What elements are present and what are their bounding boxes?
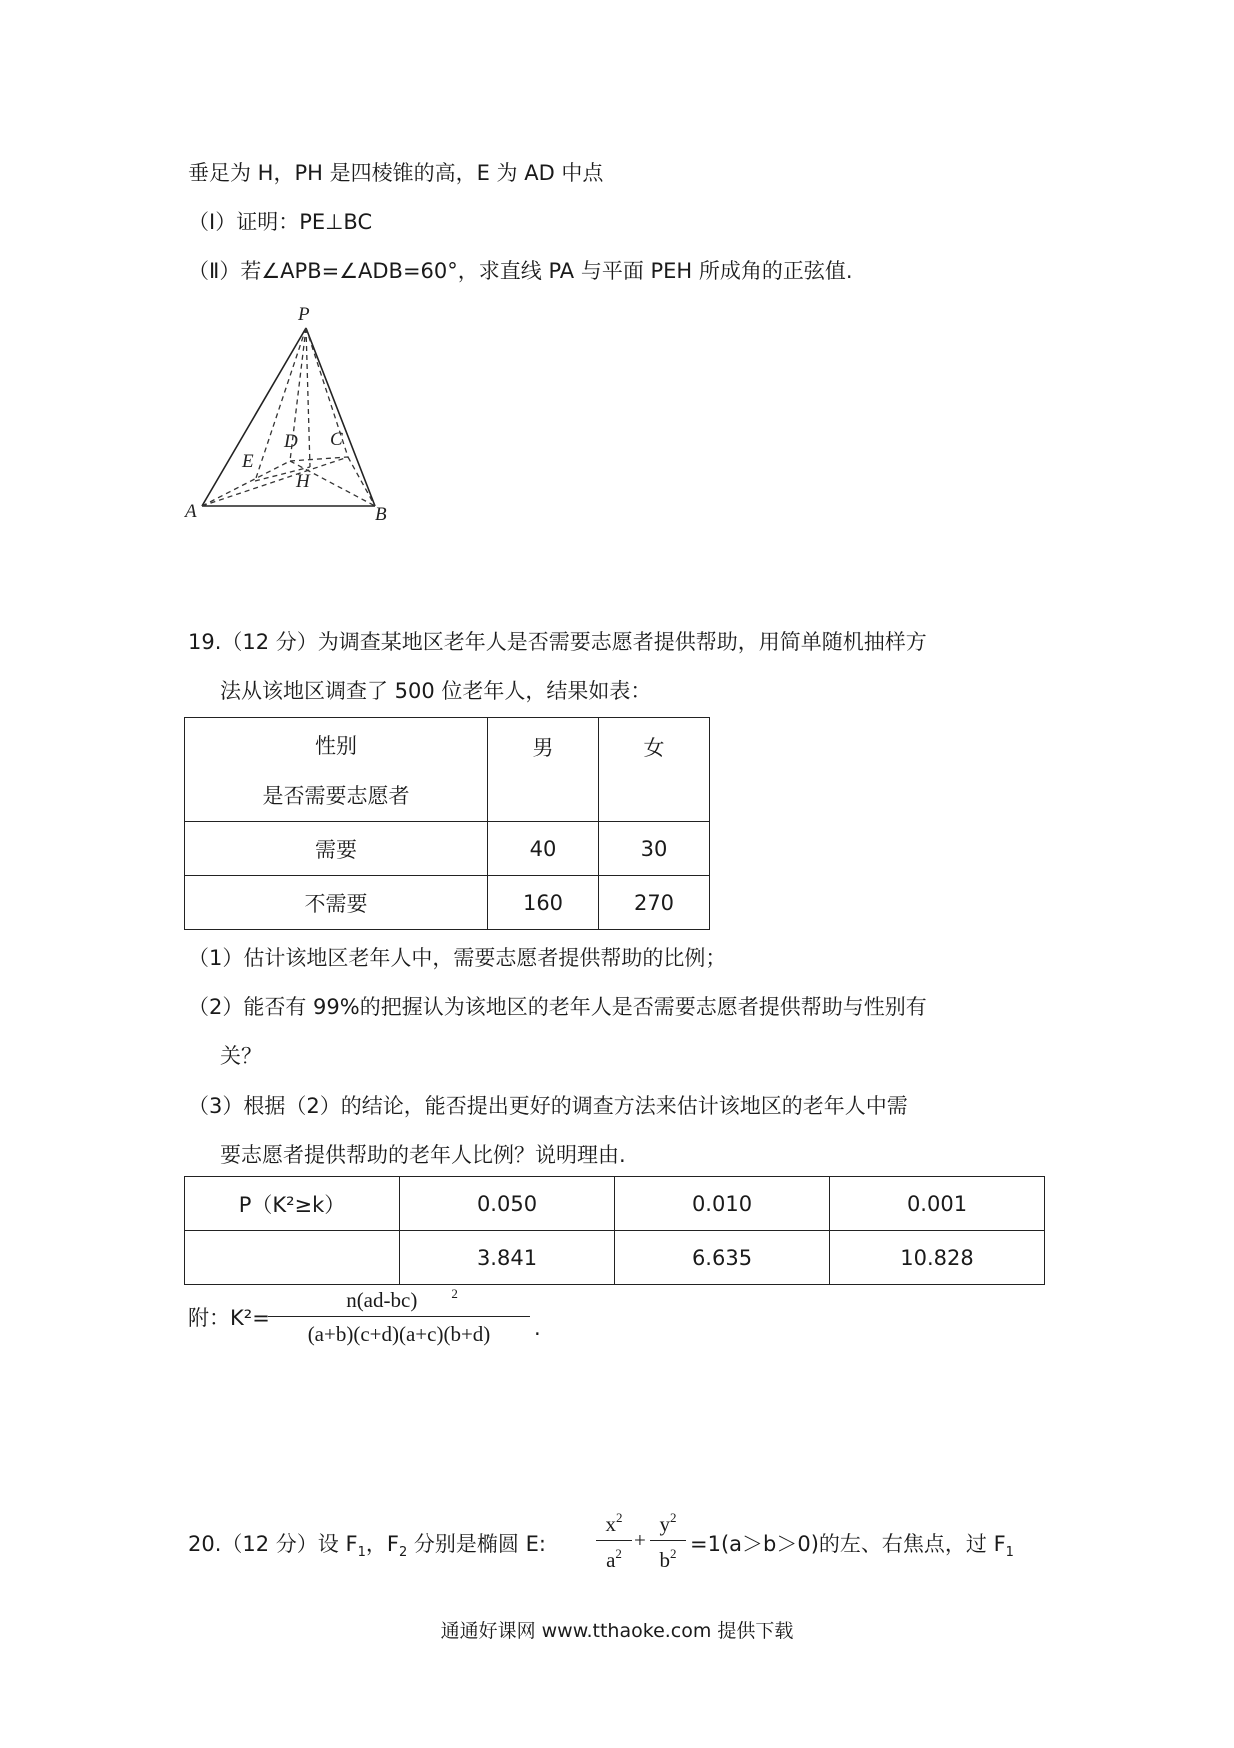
p-value-cell: 0.001	[830, 1177, 1045, 1231]
col-female-header: 女	[599, 718, 710, 822]
y-fraction-bar	[650, 1540, 686, 1541]
edge-PH	[306, 328, 310, 467]
label-A: A	[185, 501, 197, 522]
fraction-bar	[268, 1316, 530, 1317]
cell-male: 40	[488, 822, 599, 876]
numerator-exponent: 2	[451, 1286, 458, 1301]
chi-square-table	[184, 1176, 1045, 1285]
y-var: y	[659, 1512, 670, 1536]
numerator-text: n(ad-bc)	[346, 1288, 418, 1312]
plus-sign: +	[634, 1528, 646, 1552]
q20-prefix: 20.（12 分）设 F	[188, 1532, 358, 1556]
formula-numerator	[268, 1288, 536, 1313]
b-var: b	[659, 1548, 670, 1572]
label-D: D	[284, 431, 298, 452]
row-label: 不需要	[185, 876, 488, 930]
q19-sub-2-line-2: 关？	[220, 1044, 262, 1068]
q19-stem-line-2: 法从该地区调查了 500 位老年人，结果如表：	[220, 679, 652, 703]
p-header-cell: P（K²≥k）	[185, 1177, 400, 1231]
label-H: H	[296, 471, 310, 492]
q20-stem	[188, 1532, 546, 1560]
survey-header-cell	[185, 718, 488, 822]
y-exponent: 2	[670, 1510, 677, 1525]
f2-subscript: 2	[398, 1545, 408, 1560]
label-P: P	[298, 304, 310, 325]
edge-PE	[255, 328, 306, 481]
formula-denominator: (a+b)(c+d)(a+c)(b+d)	[307, 1322, 491, 1346]
edge-PB	[306, 328, 375, 506]
q19-stem-line-1: 19.（12 分）为调查某地区老年人是否需要志愿者提供帮助，用简单随机抽样方	[188, 630, 927, 654]
x-exponent: 2	[616, 1510, 623, 1525]
row-label: 需要	[185, 822, 488, 876]
page-footer: 通通好课网 www.tthaoke.com 提供下载	[440, 1620, 794, 1642]
p-value-cell: 0.050	[400, 1177, 615, 1231]
q19-sub-3-line-1: （3）根据（2）的结论，能否提出更好的调查方法来估计该地区的老年人中需	[188, 1094, 908, 1118]
col-male-header: 男	[488, 718, 599, 822]
y2-numerator	[648, 1512, 688, 1537]
q20-ellipse-intro: 分别是椭圆 E:	[407, 1532, 546, 1556]
k-value-cell: 10.828	[830, 1231, 1045, 1285]
cell-female: 30	[599, 822, 710, 876]
q20-condition: =1(a＞b＞0)的左、右焦点，过 F	[690, 1532, 1006, 1556]
appendix-label: 附：K²=	[188, 1306, 270, 1330]
f1-subscript: 1	[357, 1545, 366, 1560]
formula-period: .	[534, 1316, 541, 1340]
q19-sub-2-line-1: （2）能否有 99%的把握认为该地区的老年人是否需要志愿者提供帮助与性别有	[188, 995, 927, 1019]
f1-end-subscript: 1	[1005, 1545, 1014, 1560]
q18-text-line: 垂足为 H，PH 是四棱锥的高，E 为 AD 中点	[188, 161, 604, 185]
b2-denominator	[648, 1548, 688, 1573]
survey-header-bottom: 是否需要志愿者	[262, 783, 410, 808]
cell-female: 270	[599, 876, 710, 930]
table-row	[185, 822, 710, 876]
q19-sub-1: （1）估计该地区老年人中，需要志愿者提供帮助的比例；	[188, 946, 727, 970]
k-value-cell: 6.635	[615, 1231, 830, 1285]
edge-CB	[348, 457, 375, 506]
q20-comma: ，F	[365, 1532, 399, 1556]
survey-header-top: 性别	[315, 733, 357, 758]
q18-part-1: （Ⅰ）证明：PE⊥BC	[188, 210, 373, 234]
q18-part-2: （Ⅱ）若∠APB=∠ADB=60°，求直线 PA 与平面 PEH 所成角的正弦值.	[188, 259, 853, 283]
q20-stem-end	[690, 1532, 1014, 1560]
label-B: B	[375, 504, 387, 525]
label-C: C	[330, 429, 343, 450]
survey-table	[184, 717, 710, 930]
b-exponent: 2	[670, 1546, 677, 1561]
edge-AC	[202, 457, 348, 506]
p-value-cell: 0.010	[615, 1177, 830, 1231]
x-var: x	[605, 1512, 616, 1536]
q19-sub-3-line-2: 要志愿者提供帮助的老年人比例？说明理由.	[220, 1143, 626, 1167]
a2-denominator	[594, 1548, 634, 1573]
a-exponent: 2	[615, 1546, 622, 1561]
pyramid-figure	[180, 295, 410, 530]
a-var: a	[606, 1548, 616, 1572]
cell-male: 160	[488, 876, 599, 930]
k-value-cell: 3.841	[400, 1231, 615, 1285]
x2-numerator	[594, 1512, 634, 1537]
table-row	[185, 876, 710, 930]
x-fraction-bar	[596, 1540, 632, 1541]
label-E: E	[242, 451, 254, 472]
k-header-cell	[185, 1231, 400, 1285]
